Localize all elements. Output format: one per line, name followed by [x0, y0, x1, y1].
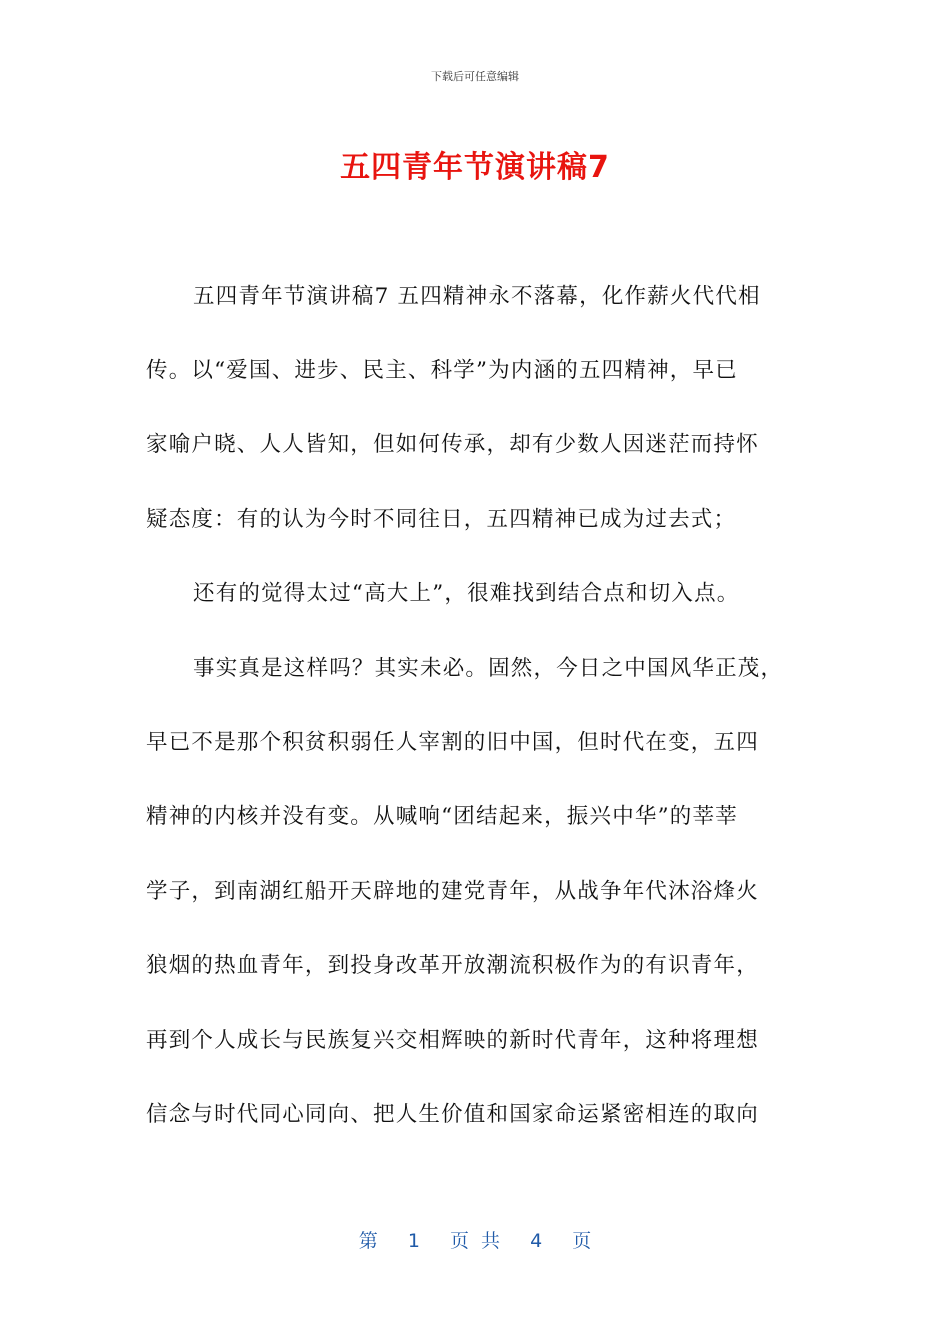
- footer-suffix: 页: [572, 1230, 592, 1252]
- page-footer: [0, 1226, 950, 1253]
- footer-prefix: 第: [358, 1230, 378, 1252]
- body-line: 疑态度：有的认为今时不同往日，五四精神已成为过去式；: [146, 507, 737, 532]
- body-line: 狼烟的热血青年，到投身改革开放潮流积极作为的有识青年，: [146, 953, 759, 978]
- body-line: 事实真是这样吗？其实未必。固然，今日之中国风华正茂，: [193, 656, 784, 681]
- total-pages-number: 4: [530, 1230, 543, 1252]
- current-page-number: 1: [407, 1230, 420, 1252]
- header-note: 下载后可任意编辑: [431, 70, 519, 83]
- footer-middle: 页 共: [449, 1230, 501, 1252]
- body-line: 学子，到南湖红船开天辟地的建党青年，从战争年代沐浴烽火: [146, 879, 759, 904]
- body-line: 信念与时代同心同向、把人生价值和国家命运紧密相连的取向: [146, 1102, 759, 1127]
- body-line: 早已不是那个积贫积弱任人宰割的旧中国，但时代在变，五四: [146, 730, 759, 755]
- body-line: 家喻户晓、人人皆知，但如何传承，却有少数人因迷茫而持怀: [146, 432, 759, 457]
- body-line: 传。以“爱国、进步、民主、科学”为内涵的五四精神，早已: [146, 358, 738, 383]
- body-line: 还有的觉得太过“高大上”，很难找到结合点和切入点。: [193, 581, 740, 606]
- body-line: 再到个人成长与民族复兴交相辉映的新时代青年，这种将理想: [146, 1028, 759, 1053]
- document-title: 五四青年节演讲稿7: [340, 150, 610, 185]
- body-line: 精神的内核并没有变。从喊响“团结起来，振兴中华”的莘莘: [146, 804, 738, 829]
- body-line: 五四青年节演讲稿7 五四精神永不落幕，化作薪火代代相: [193, 284, 761, 309]
